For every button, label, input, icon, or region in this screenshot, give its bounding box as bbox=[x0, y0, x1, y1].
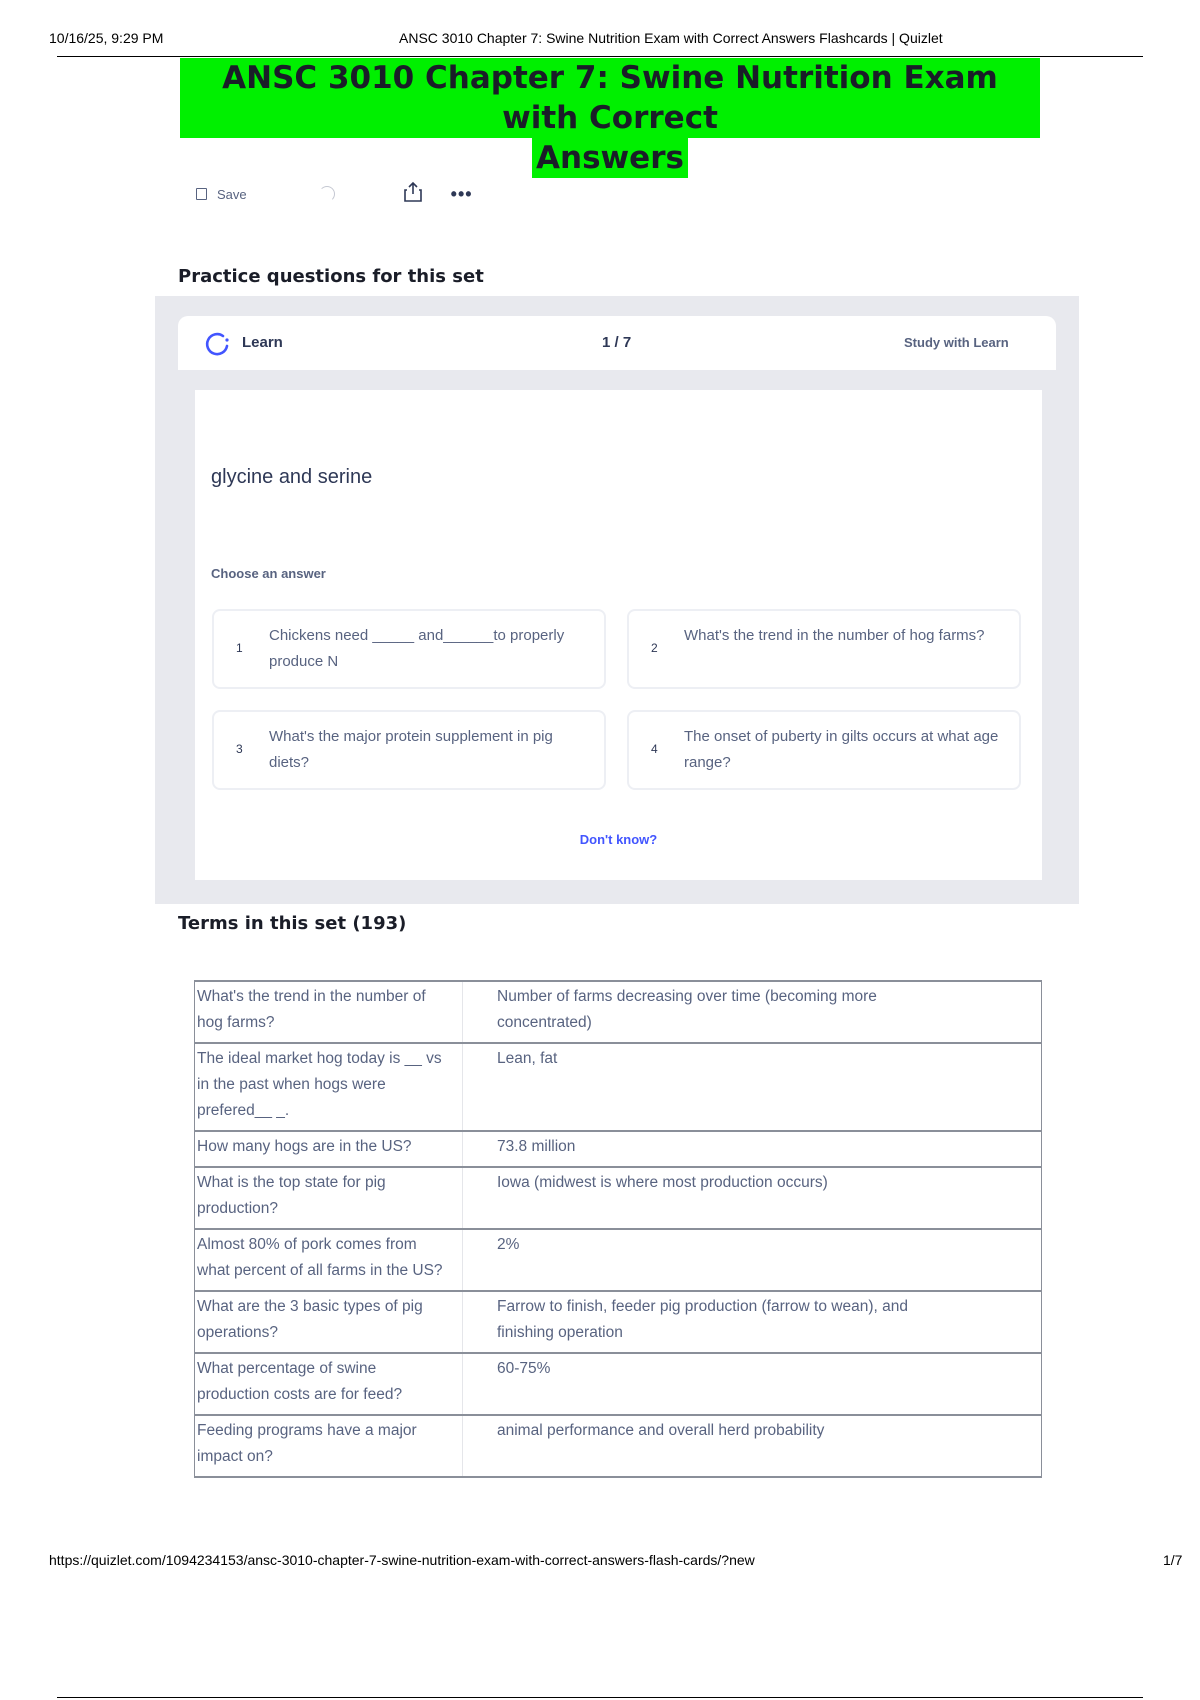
print-page-number: 1/7 bbox=[1163, 1552, 1183, 1568]
set-toolbar bbox=[196, 180, 473, 208]
term-row bbox=[195, 1291, 1042, 1353]
answer-option-3[interactable] bbox=[212, 710, 606, 790]
term-question: What are the 3 basic types of pig operations? bbox=[195, 1291, 463, 1353]
dont-know-button[interactable]: Don't know? bbox=[579, 832, 658, 847]
option-number: 1 bbox=[236, 641, 243, 655]
term-question: What's the trend in the number of hog farms? bbox=[195, 981, 463, 1043]
option-text: What's the major protein supplement in pig diets? bbox=[269, 728, 553, 771]
terms-heading: Terms in this set (193) bbox=[178, 913, 407, 934]
option-text: Chickens need _____ and______to properly produce N bbox=[269, 627, 565, 670]
option-number: 3 bbox=[236, 742, 243, 756]
question-prompt: glycine and serine bbox=[211, 466, 373, 488]
option-number: 4 bbox=[651, 742, 658, 756]
term-row bbox=[195, 1229, 1042, 1291]
term-row bbox=[195, 1167, 1042, 1229]
loading-icon bbox=[319, 186, 335, 202]
term-answer: Iowa (midwest is where most production occurs) bbox=[463, 1167, 1042, 1229]
term-row bbox=[195, 1353, 1042, 1415]
progress-counter: 1 / 7 bbox=[602, 334, 632, 351]
bookmark-icon bbox=[196, 188, 207, 200]
header-rule bbox=[57, 56, 1143, 57]
option-text: The onset of puberty in gilts occurs at what age range? bbox=[684, 728, 999, 771]
more-icon[interactable]: ••• bbox=[450, 183, 473, 204]
option-text: What's the trend in the number of hog farms? bbox=[684, 627, 985, 644]
practice-heading: Practice questions for this set bbox=[178, 266, 484, 287]
term-question: Almost 80% of pork comes from what percent of all farms in the US? bbox=[195, 1229, 463, 1291]
answer-option-2[interactable] bbox=[627, 609, 1021, 689]
term-answer: Farrow to finish, feeder pig production (farrow to wean), and finishing operation bbox=[463, 1291, 1042, 1353]
answer-option-1[interactable] bbox=[212, 609, 606, 689]
print-datetime: 10/16/25, 9:29 PM bbox=[49, 30, 164, 46]
page-title bbox=[180, 58, 1040, 178]
term-question: How many hogs are in the US? bbox=[195, 1131, 463, 1167]
term-row bbox=[195, 1043, 1042, 1131]
learn-icon bbox=[203, 330, 231, 363]
save-label: Save bbox=[217, 186, 247, 202]
term-question: The ideal market hog today is __ vs in the past when hogs were prefered__ _. bbox=[195, 1043, 463, 1131]
choose-answer-label: Choose an answer bbox=[211, 566, 326, 581]
term-question: What percentage of swine production costs are for feed? bbox=[195, 1353, 463, 1415]
term-answer: animal performance and overall herd probability bbox=[463, 1415, 1042, 1477]
term-question: What is the top state for pig production? bbox=[195, 1167, 463, 1229]
title-line-1: ANSC 3010 Chapter 7: Swine Nutrition Exam with Correct bbox=[180, 58, 1040, 138]
print-url: https://quizlet.com/1094234153/ansc-3010-chapter-7-swine-nutrition-exam-with-correct-answers-flash-cards/?new bbox=[49, 1552, 755, 1568]
term-question: Feeding programs have a major impact on? bbox=[195, 1415, 463, 1477]
save-button[interactable] bbox=[196, 187, 247, 202]
print-page-title: ANSC 3010 Chapter 7: Swine Nutrition Exam with Correct Answers Flashcards | Quizlet bbox=[399, 30, 943, 46]
answer-option-4[interactable] bbox=[627, 710, 1021, 790]
term-answer: 2% bbox=[463, 1229, 1042, 1291]
term-answer: 73.8 million bbox=[463, 1131, 1042, 1167]
term-answer: 60-75% bbox=[463, 1353, 1042, 1415]
share-icon[interactable] bbox=[403, 181, 423, 208]
question-card bbox=[195, 390, 1042, 880]
term-row bbox=[195, 981, 1042, 1043]
title-line-2: Answers bbox=[532, 138, 688, 178]
study-with-learn-link[interactable]: Study with Learn bbox=[904, 335, 1009, 350]
option-number: 2 bbox=[651, 641, 658, 655]
footer-rule bbox=[57, 1697, 1143, 1698]
terms-table bbox=[194, 980, 1042, 1478]
learn-header bbox=[178, 316, 1056, 370]
term-row bbox=[195, 1415, 1042, 1477]
learn-label: Learn bbox=[242, 334, 283, 351]
term-answer: Number of farms decreasing over time (becoming more concentrated) bbox=[463, 981, 1042, 1043]
term-row bbox=[195, 1131, 1042, 1167]
term-answer: Lean, fat bbox=[463, 1043, 1042, 1131]
